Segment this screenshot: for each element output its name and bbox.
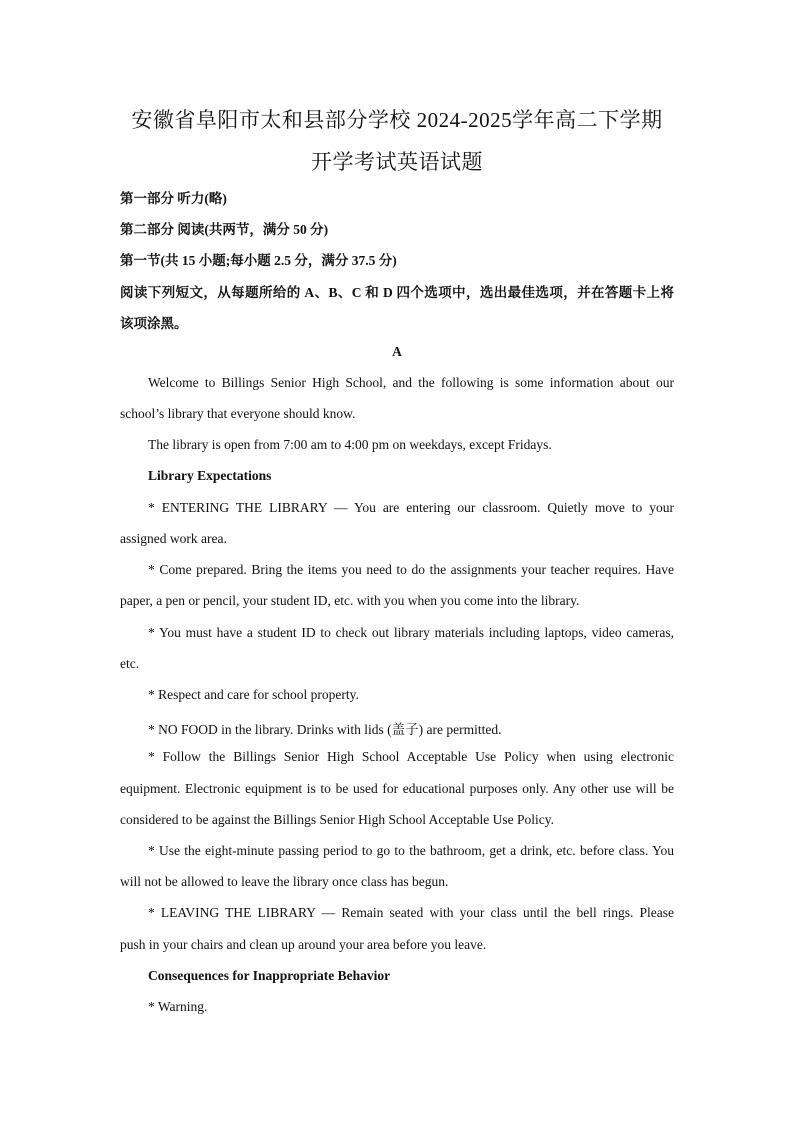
passage-line: assigned work area.	[120, 531, 227, 546]
section1-heading: 第一节(共 15 小题;每小题 2.5 分，满分 37.5 分)	[120, 253, 397, 268]
document-title-line-1: 安徽省阜阳市太和县部分学校 2024-2025学年高二下学期	[131, 108, 663, 132]
passage-line: push in your chairs and clean up around your area before you leave.	[120, 937, 487, 952]
passage-line: school’s library that everyone should know.	[120, 406, 356, 421]
passage-line: will not be allowed to leave the library once class has begun.	[120, 874, 449, 889]
instruction-line-1: 阅读下列短文，从每题所给的 A、B、C 和 D 四个选项中，选出最佳选项，并在答题卡上将	[120, 285, 674, 300]
part1-heading: 第一部分 听力(略)	[120, 191, 227, 206]
instruction-line-2: 该项涂黑。	[120, 316, 188, 331]
passage-line: * Come prepared. Bring the items you need to do the assignments your teacher requires. Have	[148, 562, 674, 577]
passage-line: * You must have a student ID to check out library materials including laptops, video cameras,	[148, 625, 674, 640]
passage-line: * LEAVING THE LIBRARY — Remain seated with your class until the bell rings. Please	[148, 905, 674, 920]
passage-line: * Follow the Billings Senior High School Acceptable Use Policy when using electronic	[148, 749, 674, 764]
subheading-library-expectations: Library Expectations	[148, 468, 272, 483]
passage-line: * NO FOOD in the library. Drinks with lids (盖子) are permitted.	[148, 722, 502, 737]
passage-line: * Respect and care for school property.	[148, 687, 359, 702]
passage-line: equipment. Electronic equipment is to be used for educational purposes only. Any other use will be	[120, 781, 674, 796]
part2-heading: 第二部分 阅读(共两节，满分 50 分)	[120, 222, 329, 237]
passage-line: * Use the eight-minute passing period to go to the bathroom, get a drink, etc. before class. You	[148, 843, 674, 858]
passage-line: Welcome to Billings Senior High School, and the following is some information about our	[148, 375, 674, 390]
passage-line: * Warning.	[148, 999, 208, 1014]
passage-line: The library is open from 7:00 am to 4:00 pm on weekdays, except Fridays.	[148, 437, 552, 452]
subheading-consequences: Consequences for Inappropriate Behavior	[148, 968, 391, 983]
passage-line: etc.	[120, 656, 140, 671]
document-title-line-2: 开学考试英语试题	[311, 150, 483, 174]
passage-label: A	[392, 344, 402, 359]
passage-line: * ENTERING THE LIBRARY — You are entering our classroom. Quietly move to your	[148, 500, 674, 515]
passage-line: considered to be against the Billings Senior High School Acceptable Use Policy.	[120, 812, 555, 827]
passage-line: paper, a pen or pencil, your student ID, etc. with you when you come into the library.	[120, 593, 580, 608]
